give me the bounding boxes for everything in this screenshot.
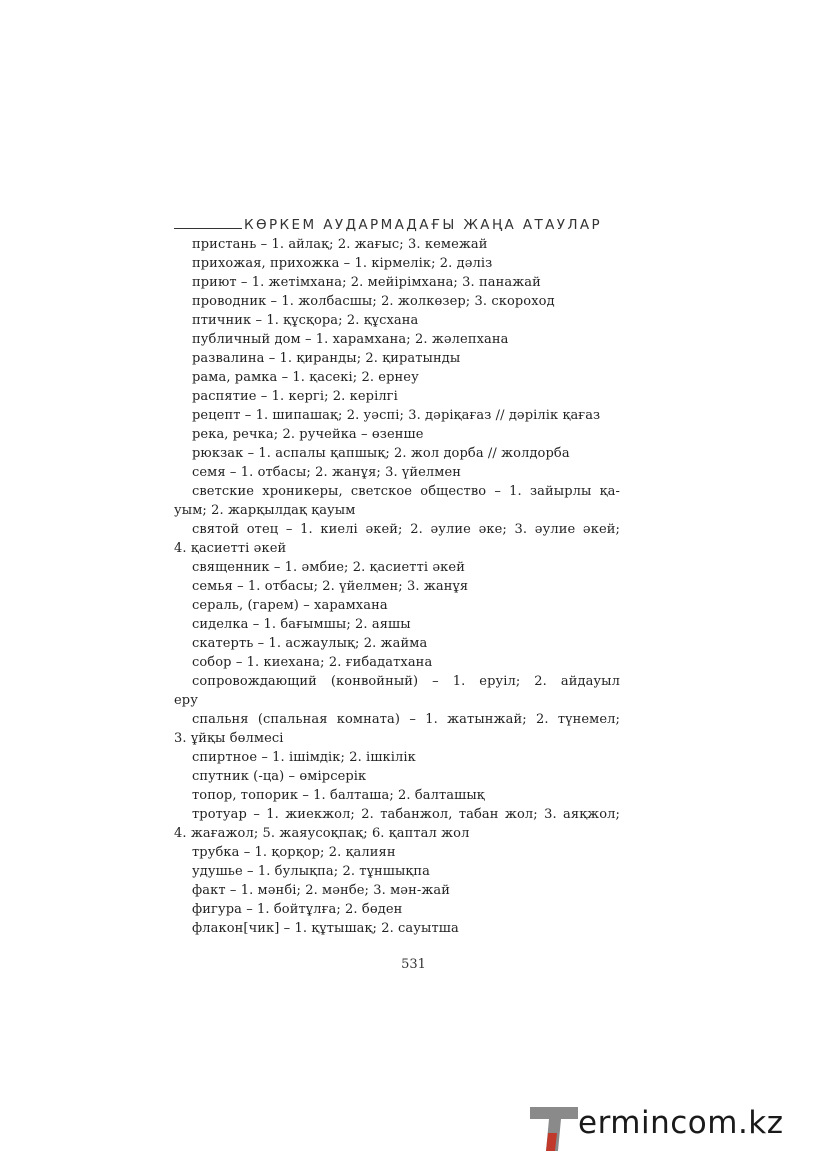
header-rule	[174, 228, 242, 229]
logo-text-domain: .kz	[737, 1105, 784, 1141]
entry-line: приют – 1. жетімхана; 2. мейірімхана; 3. панажай	[192, 275, 541, 290]
entry-line: спальня (спальная комната) – 1. жатынжай; 2. түнемел;	[192, 712, 620, 727]
entry-line: сераль, (гарем) – харамхана	[192, 598, 388, 613]
entry-line: флакон[чик] – 1. құтышақ; 2. сауытша	[192, 921, 459, 936]
entry-line: рецепт – 1. шипашақ; 2. уәспі; 3. дәріқағаз // дәрілік қағаз	[192, 408, 601, 423]
header-title: КӨРКЕМ АУДАРМАДАҒЫ ЖАҢА АТАУЛАР	[244, 217, 603, 233]
page-number: 531	[401, 957, 426, 972]
entry-line: сиделка – 1. бағымшы; 2. аяшы	[192, 617, 411, 632]
entry-line: собор – 1. киехана; 2. ғибадатхана	[192, 655, 433, 670]
entry-line: топор, топорик – 1. балташа; 2. балташық	[192, 788, 485, 803]
entry-line: трубка – 1. қорқор; 2. қалиян	[192, 845, 396, 860]
termincom-logo-icon	[528, 1103, 580, 1155]
entry-line: рама, рамка – 1. қасекі; 2. ернеу	[192, 370, 419, 385]
entry-line: тротуар – 1. жиекжол; 2. табанжол, табан жол; 3. аяқжол;	[192, 807, 620, 822]
logo-text-main: ermincom	[578, 1105, 738, 1141]
entry-line: фигура – 1. бойтұлға; 2. бөден	[192, 902, 403, 917]
entry-line: прихожая, прихожка – 1. кірмелік; 2. дәліз	[192, 256, 493, 271]
logo-text	[578, 1105, 784, 1141]
entry-line: скатерть – 1. асжаулық; 2. жайма	[192, 636, 428, 651]
entry-line: еру	[174, 693, 198, 708]
dictionary-entries	[174, 235, 620, 938]
entry-line: птичник – 1. құсқора; 2. құсхана	[192, 313, 419, 328]
entry-line: 3. ұйқы бөлмесі	[174, 731, 284, 746]
entry-line: 4. қасиетті әкей	[174, 541, 287, 556]
entry-line: пристань – 1. айлақ; 2. жағыс; 3. кемежай	[192, 237, 488, 252]
entry-line: семья – 1. отбасы; 2. үйелмен; 3. жанұя	[192, 579, 469, 594]
entry-line: развалина – 1. қиранды; 2. қиратынды	[192, 351, 461, 366]
entry-line: светские хроникеры, светское общество – 1. зайырлы қа-	[192, 484, 620, 499]
entry-line: уым; 2. жарқылдақ қауым	[174, 503, 356, 518]
entry-line: спиртное – 1. ішімдік; 2. ішкілік	[192, 750, 416, 765]
entry-line: 4. жағажол; 5. жаяусоқпақ; 6. қаптал жол	[174, 826, 470, 841]
entry-line: река, речка; 2. ручейка – өзенше	[192, 427, 424, 442]
entry-line: публичный дом – 1. харамхана; 2. жәлепхана	[192, 332, 509, 347]
entry-line: распятие – 1. кергі; 2. керілгі	[192, 389, 398, 404]
running-header	[174, 211, 620, 233]
entry-line: проводник – 1. жолбасшы; 2. жолкөзер; 3. скороход	[192, 294, 555, 309]
termincom-logo	[528, 1097, 818, 1157]
entry-line: спутник (-ца) – өмірсерік	[192, 769, 367, 784]
entry-line: священник – 1. әмбие; 2. қасиетті әкей	[192, 560, 465, 575]
entry-line: факт – 1. мәнбі; 2. мәнбе; 3. мән-жай	[192, 883, 451, 898]
entry-line: святой отец – 1. киелі әкей; 2. әулие әке; 3. әулие әкей;	[192, 522, 620, 537]
entry-line: рюкзак – 1. аспалы қапшық; 2. жол дорба // жолдорба	[192, 446, 570, 461]
entry-line: семя – 1. отбасы; 2. жанұя; 3. үйелмен	[192, 465, 462, 480]
entry-line: удушье – 1. булықпа; 2. тұншықпа	[192, 864, 431, 879]
entry-line: сопровождающий (конвойный) – 1. еруіл; 2. айдауыл	[192, 674, 620, 689]
